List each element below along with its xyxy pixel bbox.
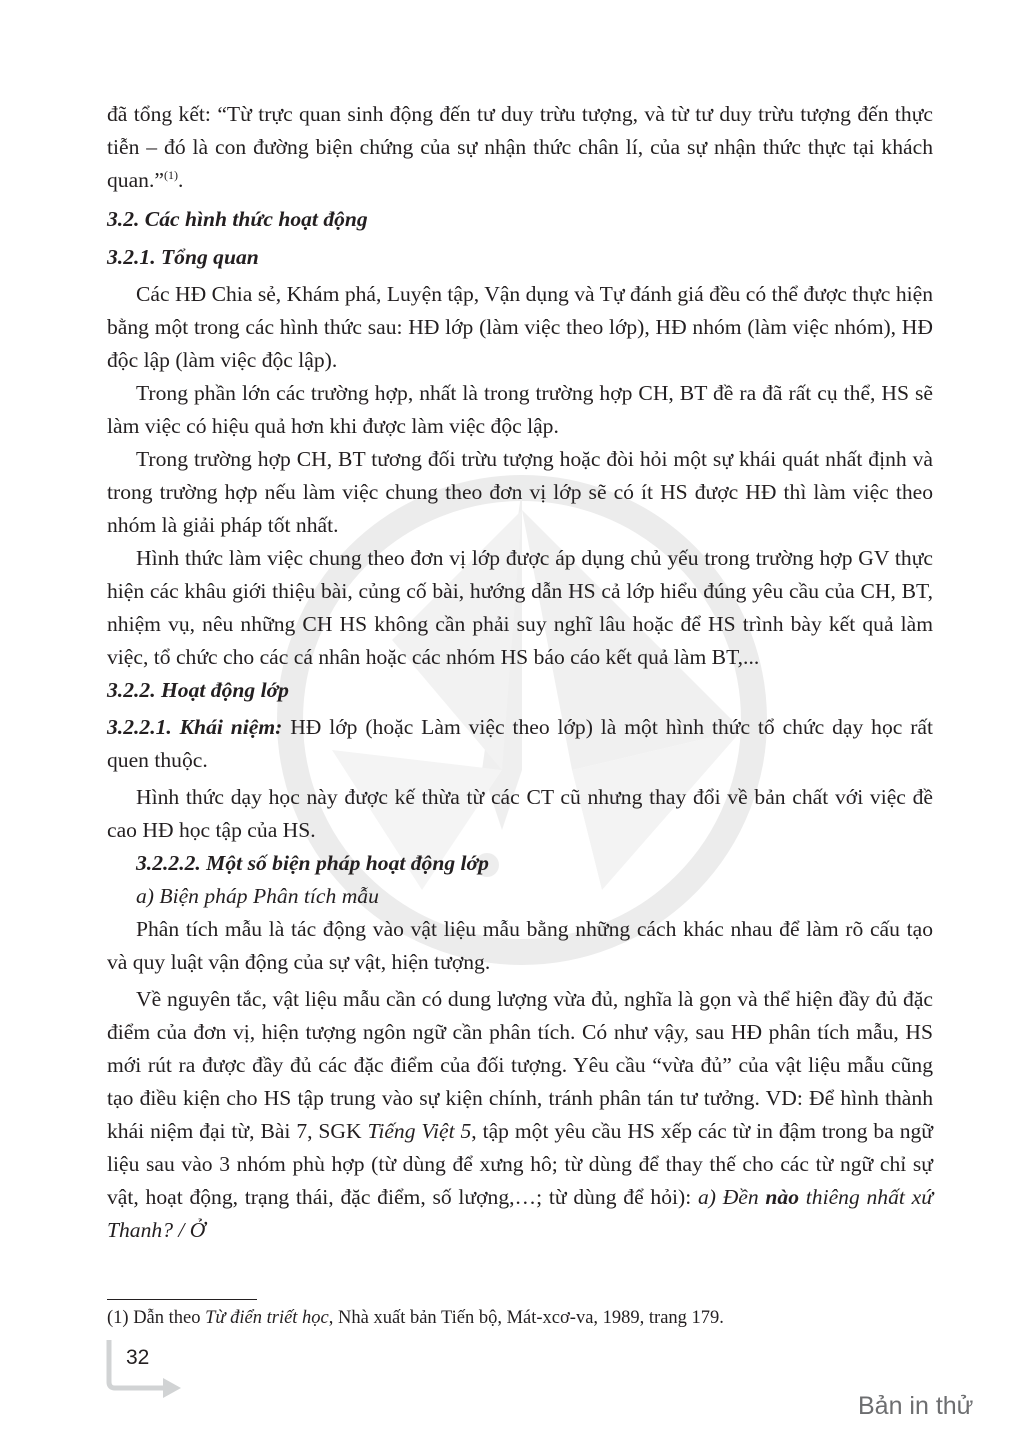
paragraph-analysis-principle: Về nguyên tắc, vật liệu mẫu cần có dung lượng vừa đủ, nghĩa là gọn và thể hiện đầy đủ đặc điểm của đơn vị, hiện tượng ngôn ngữ cần phân tích. Có như vậy, sau HĐ phân tích mẫu, HS mới rút ra được đầy đủ các đặc điểm của đối tượng. Yêu cầu “vừa đủ” của vật liệu mẫu cũng tạo điều kiện cho HS tập trung vào sự kiện chính, tránh phân tán tư tưởng. VD: Để hình thành khái niệm đại từ, Bài 7, SGK Tiếng Việt 5, tập một yêu cầu HS xếp các từ in đậm trong ba ngữ liệu sau vào 3 nhóm phù hợp (từ dùng để xưng hô; từ dùng để thay thế cho các từ ngữ chỉ sự vật, hoạt động, trạng thái, đặc điểm, số lượng,…; từ dùng để hỏi): a) Đền nào thiêng nhất xứ Thanh? / Ở [107, 987, 934, 1242]
page-body [107, 98, 933, 1247]
paragraph-overview-2: Trong phần lớn các trường hợp, nhất là trong trường hợp CH, BT đề ra đã rất cụ thể, HS sẽ làm việc có hiệu quả hơn khi được làm việc độc lập. [107, 381, 933, 438]
paragraph-overview-3: Trong trường hợp CH, BT tương đối trừu tượng hoặc đòi hỏi một sự khái quát nhất định và trong trường hợp nếu làm việc chung theo đơn vị lớp sẽ có ít HS được HĐ thì làm việc theo nhóm là giải pháp tốt nhất. [107, 447, 933, 537]
section-heading-3-2-1: 3.2.1. Tổng quan [107, 245, 259, 269]
paragraph-analysis-definition: Phân tích mẫu là tác động vào vật liệu mẫu bằng những cách khác nhau để làm rõ cấu tạo và quy luật vận động của sự vật, hiện tượng. [107, 917, 933, 974]
bold-example-word: nào [765, 1185, 800, 1209]
paragraph-concept: 3.2.2.1. Khái niệm: HĐ lớp (hoặc Làm việc theo lớp) là một hình thức tổ chức dạy học rất quen thuộc. [107, 715, 933, 772]
page-number: 32 [126, 1346, 150, 1369]
paragraph-inheritance: Hình thức dạy học này được kế thừa từ các CT cũ nhưng thay đổi về bản chất với việc đề cao HĐ học tập của HS. [107, 785, 933, 842]
subheading-analysis-method: a) Biện pháp Phân tích mẫu [136, 884, 379, 908]
footnote: (1) Dẫn theo Từ điển triết học, Nhà xuất bản Tiến bộ, Mát-xcơ-va, 1989, trang 179. [107, 1308, 724, 1328]
intro-paragraph: đã tổng kết: “Từ trực quan sinh động đến tư duy trừu tượng, và từ tư duy trừu tượng đến thực tiễn – đó là con đường biện chứng của sự nhận thức chân lí, của sự nhận thức thực tại khách quan.”$^{(1)}$. [107, 102, 933, 192]
footnote-book-title: Từ điển triết học [205, 1308, 329, 1328]
paragraph-overview-1: Các HĐ Chia sẻ, Khám phá, Luyện tập, Vận dụng và Tự đánh giá đều có thể được thực hiện bằng một trong các hình thức sau: HĐ lớp (làm việc theo lớp), HĐ nhóm (làm việc nhóm), HĐ độc lập (làm việc độc lập). [107, 282, 933, 372]
book-title: Tiếng Việt 5 [367, 1119, 472, 1143]
concept-runin-heading: 3.2.2.1. Khái niệm: [107, 715, 283, 739]
paragraph-overview-4: Hình thức làm việc chung theo đơn vị lớp được áp dụng chủ yếu trong trường hợp GV thực hiện các khâu giới thiệu bài, củng cố bài, hướng dẫn HS cả lớp hiểu đúng yêu cầu của CH, BT, nhiệm vụ, nêu những CH HS không cần phải suy nghĩ lâu hoặc để HS trình bày kết quả làm việc, tổ chức cho các cá nhân hoặc các nhóm HS báo cáo kết quả làm BT,... [107, 546, 933, 669]
footnote-ref[interactable]: (1) [163, 167, 178, 182]
section-heading-3-2-2-2: 3.2.2.2. Một số biện pháp hoạt động lớp [136, 851, 489, 875]
draft-label: Bản in thử [858, 1392, 974, 1420]
footnote-divider [107, 1299, 257, 1300]
section-heading-3-2-2: 3.2.2. Hoạt động lớp [107, 678, 289, 702]
section-heading-3-2: 3.2. Các hình thức hoạt động [107, 207, 368, 231]
